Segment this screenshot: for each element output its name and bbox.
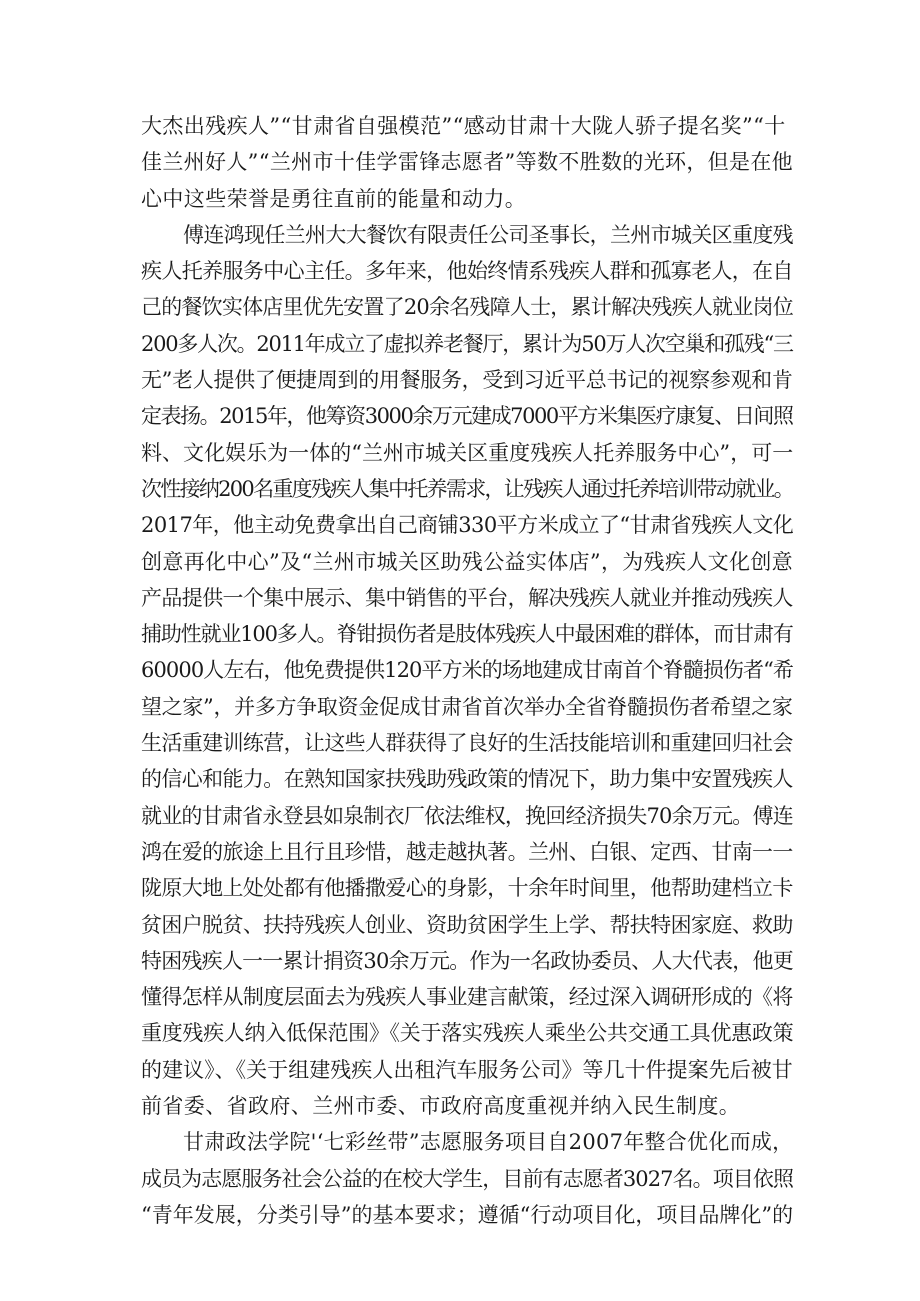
text-line: 己的餐饮实体店里优先安置了20余名残障人士，累计解决残疾人就业岗位 [141, 295, 793, 320]
paragraph-gansu-law-college [141, 1124, 793, 1233]
text-line: 成员为志愿服务社会公益的在校大学生，目前有志愿者3027名。项目依照 [141, 1166, 794, 1191]
text-line: 佳兰州好人”“兰州市十佳学雷锋志愿者”等数不胜数的光环，但是在他 [141, 150, 794, 175]
text-line: 甘肃政法学院'‘七彩丝带”志愿服务项目自2007年整合优化而成， [183, 1130, 794, 1155]
text-line: 产品提供一个集中展示、集中销售的平台，解决残疾人就业并推动残疾人 [141, 585, 793, 610]
text-line: 陇原大地上处处都有他播撒爱心的身影，十余年时间里，他帮助建档立卡 [141, 876, 793, 901]
text-line: 200多人次。2011年成立了虚拟养老餐厅，累计为50万人次空巢和孤残“三 [141, 331, 793, 356]
text-line: 重度残疾人纳入低保范围》《关于落实残疾人乘坐公共交通工具优惠政策 [141, 1021, 794, 1046]
text-line: 就业的甘肃省永登县如泉制衣厂依法维权，挽回经济损失70余万元。傅连 [141, 803, 793, 828]
text-line: 2017年，他主动免费拿出自己商铺330平方米成立了“甘肃省残疾人文化 [141, 513, 794, 538]
text-line: 次性接纳200名重度残疾人集中托养需求，让残疾人通过托养培训带动就业。 [141, 476, 794, 501]
text-line: 前省委、省政府、兰州市委、市政府高度重视并纳入民生制度。 [141, 1094, 741, 1119]
text-line: 大杰出残疾人”“甘肃省自强模范”“感动甘肃十大陇人骄子提名奖”“十 [141, 114, 786, 138]
text-line: 鸿在爱的旅途上且行且珍惜，越走越执著。兰州、白银、定西、甘南一一 [141, 839, 793, 864]
text-line: 疾人托养服务中心主任。多年来，他始终情系残疾人群和孤寡老人，在自 [141, 259, 793, 284]
text-line: 懂得怎样从制度层面去为残疾人事业建言献策，经过深入调研形成的《将 [141, 985, 793, 1010]
text-line: 无”老人提供了便捷周到的用餐服务，受到习近平总书记的视察参观和肯 [141, 368, 793, 393]
text-line: 贫困户脱贫、扶持残疾人创业、资助贫困学生上学、帮扶特困家庭、救助 [141, 912, 793, 937]
text-line: 定表扬。2015年，他筹资3000余万元建成7000平方米集医疗康复、日间照 [141, 404, 793, 429]
paragraph-intro-end [141, 108, 793, 217]
text-line: 料、文化娱乐为一体的“兰州市城关区重度残疾人托养服务中心”，可一 [141, 440, 794, 465]
text-line: 生活重建训练营，让这些人群获得了良好的生活技能培训和重建回归社会 [141, 731, 793, 756]
paragraph-fu-lianhong [141, 217, 793, 1124]
text-line: “青年发展，分类引导”的基本要求；遵循“行动项目化，项目品牌化”的 [141, 1202, 794, 1227]
document-body [141, 108, 793, 1233]
text-line: 特困残疾人一一累计捐资30余万元。作为一名政协委员、人大代表，他更 [141, 948, 793, 973]
text-line: 傅连鸿现任兰州大大餐饮有限责任公司圣事长，兰州市城关区重度残 [183, 222, 793, 247]
text-line: 望之家”，并多方争取资金促成甘肃省首次举办全省脊髓损伤者希望之家 [141, 694, 793, 719]
text-line: 创意再化中心”及“兰州市城关区助残公益实体店”，为残疾人文化创意 [141, 549, 794, 574]
text-line: 的信心和能力。在熟知国家扶残助残政策的情况下，助力集中安置残疾人 [141, 767, 793, 792]
text-line: 捕助性就业100多人。脊钳损伤者是肢体残疾人中最困难的群体，而甘肃有 [141, 622, 793, 647]
text-line: 的建议》、《关于组建残疾人出租汽车服务公司》等几十件提案先后被甘 [141, 1057, 793, 1082]
text-line: 心中这些荣誉是勇往直前的能量和动力。 [141, 186, 527, 211]
text-line: 60000人左右，他免费提供120平方米的场地建成甘南首个脊髓损伤者“希 [141, 658, 794, 683]
